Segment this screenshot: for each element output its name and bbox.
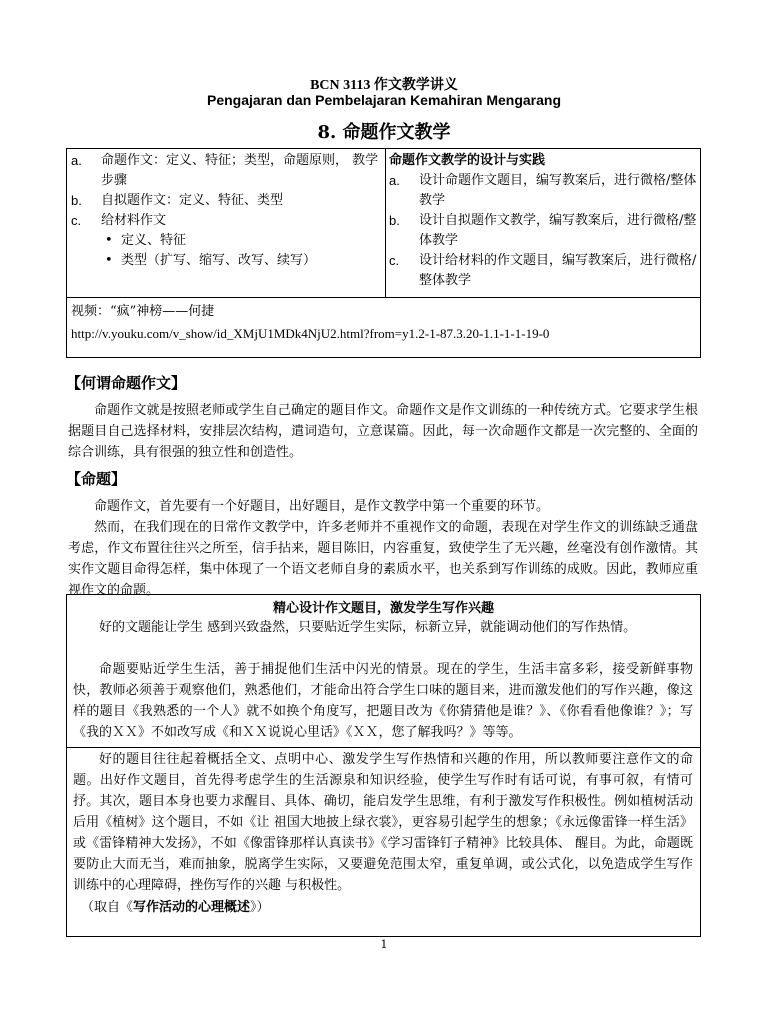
outline-table xyxy=(66,148,701,358)
outline-bullet xyxy=(71,251,379,271)
list-marker: b. xyxy=(71,193,82,208)
outline-left-column xyxy=(71,151,379,271)
outline-item-c xyxy=(71,211,379,231)
bullet-icon: • xyxy=(105,233,113,248)
bullet-text: 定义、特征 xyxy=(121,233,187,248)
video-link[interactable]: http://v.youku.com/v_show/id_XMjU1MDk4NjU2.html?from=y1.2-1-87.3.20-1.1-1-1-19-0 xyxy=(71,326,550,341)
quote-paragraph-3: 好的题目往往起着概括全文、点明中心、激发学生写作热情和兴趣的作用，所以教师要注意作文的命题。出好作文题目，首先得考虑学生的生活源泉和知识经验，使学生写作时有话可说，有事可叙，有情可抒。其次，题目本身也要力求醒目、具体、确切，能启发学生思维，有利于激发写作积极性。例如植树活动后用《植树》这个题目，不如《让 祖国大地披上绿衣裳》，更容易引起学生的想象；《永远像雷锋一样生活》或《雷锋精神大发扬》，不如《像雷锋那样认真读书》《学习雷锋钉子精神》比较具体、 醒目。为此，命题既要防止大而无当，难而抽象，脱离学生实际，又要避免范围太窄，重复单调，或公式化，以免造成学生写作训练中的心理障碍，挫伤写作的兴趣 与积极性。 xyxy=(73,752,693,893)
list-marker: c. xyxy=(389,253,400,268)
practice-item-c xyxy=(389,251,697,291)
list-marker: a. xyxy=(71,153,82,168)
quote-box-divider xyxy=(67,747,700,748)
practice-item-a xyxy=(389,171,697,211)
bullet-text: 类型（扩写、缩写、改写、续写） xyxy=(121,253,317,268)
source-citation xyxy=(81,897,701,918)
quote-paragraph-2: 命题要贴近学生生活，善于捕捉他们生活中闪光的情景。现在的学生，生活丰富多彩，接受新鲜事物快，教师必须善于观察他们，熟悉他们，才能命出符合学生口味的题目来，进而激发他们的写作兴趣，像这样的题目《我熟悉的一个人》就不如换个角度写，把题目改为《你猜猜他是谁？》、《你看看他像谁？》；写《我的ＸＸ》不如改写成《和ＸＸ说说心里话》《ＸＸ，您了解我吗？》等等。 xyxy=(73,662,693,740)
quote-box xyxy=(66,594,701,937)
page-number: 1 xyxy=(380,938,388,951)
page-title: 8. 命题作文教学 xyxy=(317,122,451,143)
list-marker: c. xyxy=(71,213,82,228)
quote-paragraph-1: 好的文题能让学生 感到兴致盎然，只要贴近学生实际，标新立异，就能调动他们的写作热情。 xyxy=(99,620,637,635)
outline-item-b xyxy=(71,191,379,211)
topic-paragraph-1: 命题作文，首先要有一个好题目，出好题目，是作文教学中第一个重要的环节。 xyxy=(94,499,550,514)
list-marker: a. xyxy=(389,173,400,188)
practice-item-b xyxy=(389,211,697,251)
course-header-malay: Pengajaran dan Pembelajaran Kemahiran Mengarang xyxy=(206,92,561,108)
topic-paragraph-2: 然而，在我们现在的日常作文教学中，许多老师并不重视作文的命题，表现在对学生作文的训练缺乏通盘考虑，作文布置往往兴之所至，信手拈来，题目陈旧，内容重复，致使学生了无兴趣，丝毫没有创作激情。其实作文题目命得怎样，集中体现了一个语文老师自身的素质水平，也关系到写作训练的成败。因此，教师应重视作文的命题。 xyxy=(68,520,698,598)
citation-suffix: 》） xyxy=(250,900,270,915)
bullet-icon: • xyxy=(105,253,113,268)
table-divider-vertical xyxy=(385,149,386,297)
outline-right-column xyxy=(389,151,697,291)
list-marker: b. xyxy=(389,213,400,228)
practice-heading: 命题作文教学的设计与实践 xyxy=(389,153,546,168)
list-item-text: 设计自拟题作文教学，编写教案后，进行微格/整体教学 xyxy=(419,213,697,248)
table-divider-horizontal xyxy=(67,297,700,298)
quote-box-title: 精心设计作文题目，激发学生写作兴趣 xyxy=(272,601,494,616)
outline-bullet xyxy=(71,231,379,251)
citation-prefix: （取自《 xyxy=(81,900,134,915)
video-reference xyxy=(71,301,696,345)
list-item-text: 设计命题作文题目，编写教案后，进行微格/整体教学 xyxy=(419,173,697,208)
definition-paragraph: 命题作文就是按照老师或学生自己确定的题目作文。命题作文是作文训练的一种传统方式。它要求学生根据题目自己选择材料，安排层次结构，遣词造句，立意谋篇。因此，每一次命题作文都是一次完整的、全面的综合训练，具有很强的独立性和创造性。 xyxy=(68,403,698,460)
list-item-text: 自拟题作文：定义、特征、类型 xyxy=(101,193,284,208)
citation-title: 写作活动的心理概述 xyxy=(133,900,251,915)
section-heading-topic: 【命题】 xyxy=(66,470,127,488)
outline-item-a xyxy=(71,151,379,191)
course-header: BCN 3113 作文教学讲义 xyxy=(310,78,458,93)
list-item-text: 设计给材料的作文题目，编写教案后，进行微格/整体教学 xyxy=(419,253,697,288)
list-item-text: 给材料作文 xyxy=(101,213,167,228)
list-item-text: 命题作文：定义、特征；类型，命题原则， 教学步骤 xyxy=(101,153,379,188)
section-heading-definition: 【何谓命题作文】 xyxy=(66,374,187,392)
video-label: 视频：“疯”神榜——何捷 xyxy=(71,304,215,319)
